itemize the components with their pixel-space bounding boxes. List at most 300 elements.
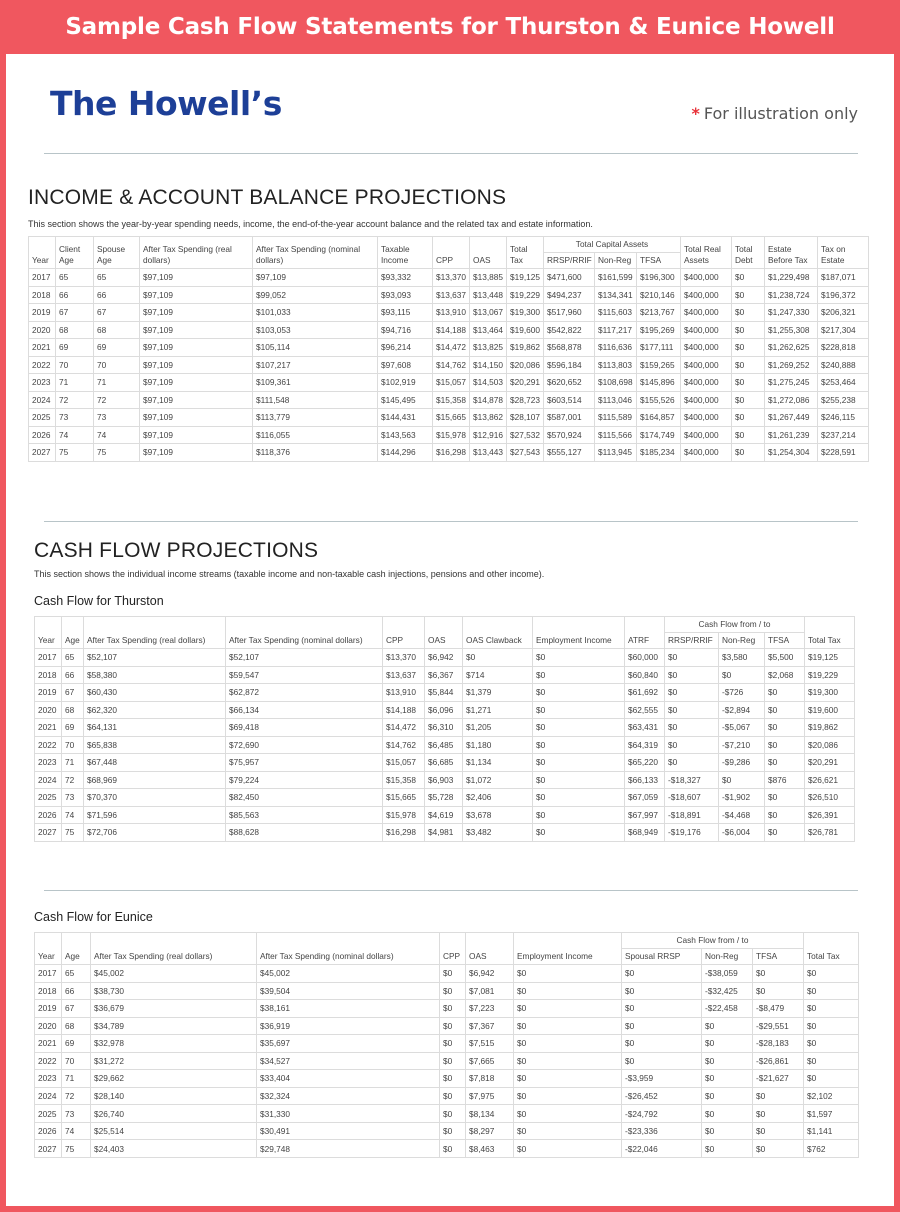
table-cell: $1,269,252 xyxy=(765,356,818,374)
table-cell: $0 xyxy=(533,666,625,684)
table-cell: -$26,861 xyxy=(753,1052,804,1070)
table-cell: $93,332 xyxy=(378,269,433,287)
table-cell: $67,997 xyxy=(625,806,665,824)
table-cell: 72 xyxy=(56,391,94,409)
table-cell: $0 xyxy=(753,982,804,1000)
table-cell: $19,229 xyxy=(507,286,544,304)
table-cell: $67,448 xyxy=(84,754,226,772)
table-cell: $3,482 xyxy=(463,824,533,842)
table-cell: $4,981 xyxy=(425,824,463,842)
table-cell: $0 xyxy=(533,754,625,772)
table-cell: $400,000 xyxy=(681,339,732,357)
table-row xyxy=(29,339,869,357)
table-cell: $0 xyxy=(440,1140,466,1158)
table-cell: $0 xyxy=(533,771,625,789)
table-cell: $0 xyxy=(665,684,719,702)
table-cell: $6,942 xyxy=(466,965,514,983)
table-cell: 2027 xyxy=(35,1140,62,1158)
table-cell: $13,370 xyxy=(383,649,425,667)
table-cell: $0 xyxy=(533,789,625,807)
table-row xyxy=(29,321,869,339)
table-cell: $0 xyxy=(753,1087,804,1105)
table-cell: $0 xyxy=(702,1052,753,1070)
table-cell: $400,000 xyxy=(681,374,732,392)
table-cell: $6,485 xyxy=(425,736,463,754)
column-header-after-tax-spending-nominal-dollars: After Tax Spending (nominal dollars) xyxy=(253,237,378,269)
table-cell: $0 xyxy=(804,1000,859,1018)
eunice-cashflow-table xyxy=(34,932,859,1158)
table-row xyxy=(35,1000,859,1018)
table-cell: 66 xyxy=(94,286,140,304)
column-header-rrsp-rrif: RRSP/RRIF xyxy=(544,253,595,269)
table-cell: 70 xyxy=(62,736,84,754)
table-cell: $0 xyxy=(533,736,625,754)
table-cell: $517,960 xyxy=(544,304,595,322)
table-cell: $14,188 xyxy=(383,701,425,719)
table-cell: $7,367 xyxy=(466,1017,514,1035)
table-cell: $19,300 xyxy=(805,684,855,702)
table-cell: $0 xyxy=(665,666,719,684)
table-cell: $6,096 xyxy=(425,701,463,719)
table-cell: $1,379 xyxy=(463,684,533,702)
column-group-header: Cash Flow from / to xyxy=(665,617,805,633)
table-cell: $0 xyxy=(702,1140,753,1158)
table-cell: $0 xyxy=(765,789,805,807)
table-cell: $0 xyxy=(702,1017,753,1035)
table-cell: $7,081 xyxy=(466,982,514,1000)
column-header-year: Year xyxy=(35,933,62,965)
table-cell: $0 xyxy=(732,409,765,427)
table-cell: $68,969 xyxy=(84,771,226,789)
table-cell: $0 xyxy=(622,1052,702,1070)
table-cell: $0 xyxy=(622,965,702,983)
table-cell: -$26,452 xyxy=(622,1087,702,1105)
table-cell: $94,716 xyxy=(378,321,433,339)
table-cell: 73 xyxy=(62,789,84,807)
table-cell: $1,255,308 xyxy=(765,321,818,339)
table-cell: $82,450 xyxy=(226,789,383,807)
table-cell: $6,367 xyxy=(425,666,463,684)
table-cell: $97,109 xyxy=(140,391,253,409)
column-header-cpp: CPP xyxy=(383,617,425,649)
table-cell: 2017 xyxy=(35,649,62,667)
table-cell: $5,728 xyxy=(425,789,463,807)
table-cell: $20,086 xyxy=(805,736,855,754)
table-cell: $45,002 xyxy=(257,965,440,983)
table-cell: $570,924 xyxy=(544,426,595,444)
table-cell: $0 xyxy=(804,982,859,1000)
table-cell: $161,599 xyxy=(595,269,637,287)
table-row xyxy=(29,444,869,462)
table-cell: 2025 xyxy=(35,1105,62,1123)
table-cell: 66 xyxy=(62,982,91,1000)
table-cell: $63,431 xyxy=(625,719,665,737)
table-cell: $13,637 xyxy=(433,286,470,304)
table-cell: 71 xyxy=(62,754,84,772)
column-header-oas: OAS xyxy=(466,933,514,965)
table-cell: $70,370 xyxy=(84,789,226,807)
section-desc-cashflow: This section shows the individual income streams (taxable income and non-taxable cash injections, pensions and other income). xyxy=(34,569,545,579)
column-header-tfsa: TFSA xyxy=(637,253,681,269)
table-cell: $1,180 xyxy=(463,736,533,754)
table-cell: $0 xyxy=(753,965,804,983)
table-cell: $14,878 xyxy=(470,391,507,409)
table-row xyxy=(29,304,869,322)
table-cell: $34,527 xyxy=(257,1052,440,1070)
table-cell: 2019 xyxy=(35,1000,62,1018)
column-header-rrsp-rrif: RRSP/RRIF xyxy=(665,633,719,649)
table-cell: $1,072 xyxy=(463,771,533,789)
table-cell: $72,706 xyxy=(84,824,226,842)
table-cell: 69 xyxy=(62,719,84,737)
table-cell: $196,372 xyxy=(818,286,869,304)
table-cell: $75,957 xyxy=(226,754,383,772)
table-cell: $6,903 xyxy=(425,771,463,789)
table-cell: $15,665 xyxy=(383,789,425,807)
table-cell: $99,052 xyxy=(253,286,378,304)
table-cell: 2025 xyxy=(35,789,62,807)
table-cell: $97,109 xyxy=(140,426,253,444)
table-cell: $196,300 xyxy=(637,269,681,287)
table-cell: $620,652 xyxy=(544,374,595,392)
table-row xyxy=(35,1105,859,1123)
table-cell: $13,448 xyxy=(470,286,507,304)
table-cell: $62,555 xyxy=(625,701,665,719)
table-cell: 65 xyxy=(94,269,140,287)
table-cell: $28,107 xyxy=(507,409,544,427)
table-cell: 69 xyxy=(94,339,140,357)
table-cell: $19,300 xyxy=(507,304,544,322)
table-cell: $60,430 xyxy=(84,684,226,702)
table-cell: $237,214 xyxy=(818,426,869,444)
table-cell: $32,324 xyxy=(257,1087,440,1105)
table-cell: $0 xyxy=(665,736,719,754)
table-cell: $7,665 xyxy=(466,1052,514,1070)
table-cell: $0 xyxy=(622,1035,702,1053)
table-cell: $0 xyxy=(804,1052,859,1070)
table-row xyxy=(35,824,855,842)
table-cell: $109,361 xyxy=(253,374,378,392)
table-cell: $187,071 xyxy=(818,269,869,287)
table-cell: $32,978 xyxy=(91,1035,257,1053)
table-cell: $400,000 xyxy=(681,391,732,409)
table-cell: 2027 xyxy=(35,824,62,842)
table-cell: $6,310 xyxy=(425,719,463,737)
table-cell: $1,205 xyxy=(463,719,533,737)
document-panel xyxy=(6,54,894,1206)
table-cell: $400,000 xyxy=(681,286,732,304)
table-cell: $13,910 xyxy=(383,684,425,702)
table-cell: $400,000 xyxy=(681,426,732,444)
table-cell: $174,749 xyxy=(637,426,681,444)
table-cell: $0 xyxy=(440,1035,466,1053)
table-row xyxy=(35,771,855,789)
table-cell: $0 xyxy=(440,1105,466,1123)
table-cell: 2024 xyxy=(29,391,56,409)
table-cell: $20,291 xyxy=(507,374,544,392)
table-cell: $0 xyxy=(765,736,805,754)
table-cell: $33,404 xyxy=(257,1070,440,1088)
table-cell: $14,503 xyxy=(470,374,507,392)
table-cell: $15,665 xyxy=(433,409,470,427)
table-cell: $217,304 xyxy=(818,321,869,339)
table-row xyxy=(29,374,869,392)
table-cell: 65 xyxy=(56,269,94,287)
table-cell: $29,748 xyxy=(257,1140,440,1158)
table-cell: 66 xyxy=(62,666,84,684)
table-row xyxy=(35,1140,859,1158)
table-cell: $5,500 xyxy=(765,649,805,667)
table-cell: $39,504 xyxy=(257,982,440,1000)
column-header-total-real-assets: Total Real Assets xyxy=(681,237,732,269)
table-cell: $0 xyxy=(732,304,765,322)
table-cell: $116,055 xyxy=(253,426,378,444)
table-cell: $400,000 xyxy=(681,409,732,427)
table-cell: $587,001 xyxy=(544,409,595,427)
table-cell: 65 xyxy=(62,965,91,983)
table-cell: $228,818 xyxy=(818,339,869,357)
table-cell: $1,247,330 xyxy=(765,304,818,322)
table-cell: $1,267,449 xyxy=(765,409,818,427)
table-cell: $0 xyxy=(514,1017,622,1035)
table-cell: $113,945 xyxy=(595,444,637,462)
table-cell: $69,418 xyxy=(226,719,383,737)
table-cell: $0 xyxy=(732,444,765,462)
table-cell: $19,862 xyxy=(805,719,855,737)
table-cell: 2026 xyxy=(35,806,62,824)
column-header-employment-income: Employment Income xyxy=(514,933,622,965)
table-cell: $59,547 xyxy=(226,666,383,684)
table-cell: $93,093 xyxy=(378,286,433,304)
table-cell: $0 xyxy=(533,806,625,824)
table-cell: $7,975 xyxy=(466,1087,514,1105)
table-cell: $0 xyxy=(514,1122,622,1140)
table-cell: $0 xyxy=(665,719,719,737)
table-cell: $762 xyxy=(804,1140,859,1158)
table-cell: $72,690 xyxy=(226,736,383,754)
table-cell: $113,803 xyxy=(595,356,637,374)
table-cell: $64,131 xyxy=(84,719,226,737)
table-cell: $1,229,498 xyxy=(765,269,818,287)
table-cell: $155,526 xyxy=(637,391,681,409)
table-cell: $568,878 xyxy=(544,339,595,357)
column-header-age: Age xyxy=(62,933,91,965)
column-header-year: Year xyxy=(29,237,56,269)
table-cell: $0 xyxy=(533,824,625,842)
table-cell: $38,730 xyxy=(91,982,257,1000)
table-cell: $210,146 xyxy=(637,286,681,304)
table-cell: $1,141 xyxy=(804,1122,859,1140)
table-cell: $0 xyxy=(514,1105,622,1123)
table-cell: $1,271 xyxy=(463,701,533,719)
table-cell: $400,000 xyxy=(681,304,732,322)
table-cell: $0 xyxy=(533,649,625,667)
table-cell: $0 xyxy=(665,649,719,667)
table-cell: $13,825 xyxy=(470,339,507,357)
table-cell: 72 xyxy=(62,1087,91,1105)
table-cell: 71 xyxy=(94,374,140,392)
column-header-spouse-age: Spouse Age xyxy=(94,237,140,269)
column-header-after-tax-spending-real-dollars: After Tax Spending (real dollars) xyxy=(91,933,257,965)
table-cell: $15,057 xyxy=(383,754,425,772)
table-row xyxy=(29,409,869,427)
table-cell: 2018 xyxy=(29,286,56,304)
table-cell: $1,261,239 xyxy=(765,426,818,444)
table-cell: -$29,551 xyxy=(753,1017,804,1035)
table-cell: 75 xyxy=(62,824,84,842)
table-cell: 75 xyxy=(56,444,94,462)
illustration-note xyxy=(691,104,858,123)
table-cell: $6,942 xyxy=(425,649,463,667)
table-cell: 68 xyxy=(56,321,94,339)
column-header-total-tax: Total Tax xyxy=(804,933,859,965)
table-cell: $0 xyxy=(753,1105,804,1123)
table-cell: $542,822 xyxy=(544,321,595,339)
table-cell: $96,214 xyxy=(378,339,433,357)
table-cell: $159,265 xyxy=(637,356,681,374)
table-cell: -$5,067 xyxy=(719,719,765,737)
table-cell: 73 xyxy=(62,1105,91,1123)
column-header-oas: OAS xyxy=(470,237,507,269)
column-header-client-age: Client Age xyxy=(56,237,94,269)
table-cell: $97,109 xyxy=(140,286,253,304)
table-cell: 67 xyxy=(94,304,140,322)
table-cell: 67 xyxy=(62,684,84,702)
table-cell: $0 xyxy=(622,982,702,1000)
table-cell: -$3,959 xyxy=(622,1070,702,1088)
table-cell: $8,134 xyxy=(466,1105,514,1123)
table-cell: $0 xyxy=(440,982,466,1000)
table-cell: $13,637 xyxy=(383,666,425,684)
table-cell: $0 xyxy=(732,426,765,444)
table-cell: $0 xyxy=(702,1070,753,1088)
table-row xyxy=(29,426,869,444)
table-cell: $20,291 xyxy=(805,754,855,772)
column-header-oas-clawback: OAS Clawback xyxy=(463,617,533,649)
table-cell: $45,002 xyxy=(91,965,257,983)
table-cell: $603,514 xyxy=(544,391,595,409)
asterisk-icon: * xyxy=(691,104,700,123)
table-cell: $0 xyxy=(533,684,625,702)
table-cell: $255,238 xyxy=(818,391,869,409)
table-cell: -$28,183 xyxy=(753,1035,804,1053)
table-cell: $97,109 xyxy=(140,304,253,322)
table-cell: 74 xyxy=(56,426,94,444)
table-cell: 72 xyxy=(94,391,140,409)
table-row xyxy=(35,719,855,737)
table-cell: 2019 xyxy=(29,304,56,322)
table-cell: $2,406 xyxy=(463,789,533,807)
table-cell: $26,781 xyxy=(805,824,855,842)
table-cell: 2021 xyxy=(35,719,62,737)
header-row xyxy=(35,617,855,633)
table-cell: $0 xyxy=(514,1070,622,1088)
table-cell: $0 xyxy=(765,824,805,842)
table-cell: $145,896 xyxy=(637,374,681,392)
table-cell: $15,978 xyxy=(433,426,470,444)
table-cell: $93,115 xyxy=(378,304,433,322)
table-cell: $0 xyxy=(440,965,466,983)
table-cell: $0 xyxy=(514,1087,622,1105)
table-cell: $0 xyxy=(765,719,805,737)
column-header-tax-on-estate: Tax on Estate xyxy=(818,237,869,269)
table-cell: $13,885 xyxy=(470,269,507,287)
column-header-employment-income: Employment Income xyxy=(533,617,625,649)
table-cell: 2018 xyxy=(35,982,62,1000)
table-cell: 69 xyxy=(62,1035,91,1053)
column-header-spousal-rrsp: Spousal RRSP xyxy=(622,949,702,965)
table-cell: 2024 xyxy=(35,771,62,789)
table-cell: $85,563 xyxy=(226,806,383,824)
table-cell: 2019 xyxy=(35,684,62,702)
table-cell: $240,888 xyxy=(818,356,869,374)
table-cell: -$24,792 xyxy=(622,1105,702,1123)
table-cell: $13,910 xyxy=(433,304,470,322)
divider xyxy=(44,153,858,154)
table-cell: 2026 xyxy=(29,426,56,444)
table-cell: $15,358 xyxy=(433,391,470,409)
table-cell: 2017 xyxy=(35,965,62,983)
table-cell: $24,403 xyxy=(91,1140,257,1158)
table-cell: $102,919 xyxy=(378,374,433,392)
table-cell: $97,109 xyxy=(140,409,253,427)
table-cell: $555,127 xyxy=(544,444,595,462)
table-cell: $195,269 xyxy=(637,321,681,339)
table-cell: $20,086 xyxy=(507,356,544,374)
column-header-non-reg: Non-Reg xyxy=(719,633,765,649)
table-cell: $13,862 xyxy=(470,409,507,427)
table-cell: $0 xyxy=(765,684,805,702)
table-cell: 65 xyxy=(62,649,84,667)
table-cell: $6,685 xyxy=(425,754,463,772)
table-row xyxy=(35,1087,859,1105)
table-cell: $0 xyxy=(732,286,765,304)
table-cell: $60,840 xyxy=(625,666,665,684)
column-header-total-tax: Total Tax xyxy=(507,237,544,269)
table-cell: $0 xyxy=(765,754,805,772)
table-row xyxy=(29,269,869,287)
table-cell: $1,275,245 xyxy=(765,374,818,392)
table-cell: $0 xyxy=(665,754,719,772)
table-cell: $1,134 xyxy=(463,754,533,772)
table-cell: $0 xyxy=(463,649,533,667)
table-cell: 71 xyxy=(56,374,94,392)
table-cell: $0 xyxy=(622,1017,702,1035)
table-cell: -$18,607 xyxy=(665,789,719,807)
table-cell: $71,596 xyxy=(84,806,226,824)
table-cell: $88,628 xyxy=(226,824,383,842)
table-row xyxy=(35,1035,859,1053)
table-cell: $115,603 xyxy=(595,304,637,322)
table-cell: $253,464 xyxy=(818,374,869,392)
table-cell: $26,391 xyxy=(805,806,855,824)
table-cell: $16,298 xyxy=(383,824,425,842)
column-group-header: Cash Flow from / to xyxy=(622,933,804,949)
table-cell: $31,330 xyxy=(257,1105,440,1123)
table-cell: $164,857 xyxy=(637,409,681,427)
table-row xyxy=(29,286,869,304)
table-cell: $7,515 xyxy=(466,1035,514,1053)
table-cell: $36,679 xyxy=(91,1000,257,1018)
section-title-income: INCOME & ACCOUNT BALANCE PROJECTIONS xyxy=(28,186,507,209)
table-cell: 2017 xyxy=(29,269,56,287)
table-cell: $15,358 xyxy=(383,771,425,789)
table-cell: -$8,479 xyxy=(753,1000,804,1018)
table-cell: $62,320 xyxy=(84,701,226,719)
table-cell: $7,223 xyxy=(466,1000,514,1018)
table-cell: 68 xyxy=(62,1017,91,1035)
table-cell: $0 xyxy=(732,321,765,339)
